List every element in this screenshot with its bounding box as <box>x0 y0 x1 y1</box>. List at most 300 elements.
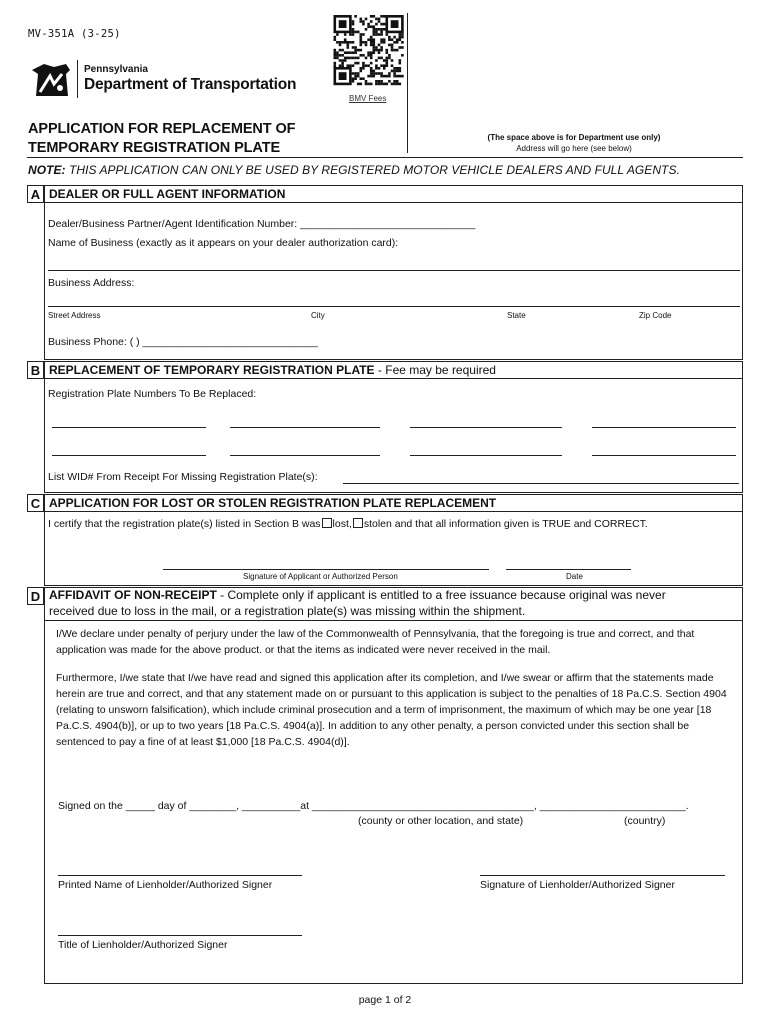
form-id: MV-351A (3-25) <box>28 28 121 40</box>
qr-module <box>354 31 357 34</box>
qr-module <box>388 72 391 75</box>
qr-module <box>339 41 342 44</box>
qr-module <box>354 51 357 54</box>
keystone-logo-icon <box>30 62 72 98</box>
qr-module <box>396 38 399 41</box>
signer-title-label: Title of Lienholder/Authorized Signer <box>58 939 228 951</box>
qr-module <box>383 59 386 62</box>
lost-label: lost, <box>332 518 352 530</box>
qr-module <box>391 46 394 49</box>
qr-module <box>339 44 342 47</box>
qr-module <box>367 51 370 54</box>
section-a-letter: A <box>27 185 44 203</box>
qr-module <box>401 54 404 57</box>
qr-module <box>373 72 376 75</box>
qr-module <box>354 57 357 60</box>
applicant-signature-label: Signature of Applicant or Authorized Person <box>243 572 398 581</box>
qr-module <box>349 64 352 67</box>
qr-module <box>373 49 376 52</box>
qr-module <box>365 64 368 67</box>
qr-module <box>365 80 368 83</box>
qr-module <box>370 83 373 86</box>
qr-module <box>391 49 394 52</box>
qr-module <box>373 46 376 49</box>
qr-module <box>357 62 360 65</box>
qr-module <box>339 64 342 67</box>
section-b-heading <box>44 361 743 379</box>
qr-module <box>380 80 383 83</box>
qr-module <box>352 46 355 49</box>
qr-module <box>399 33 402 36</box>
qr-module <box>391 59 394 62</box>
qr-module <box>360 44 363 47</box>
signed-on-field[interactable]: Signed on the _____ day of ________, __________at ______________________________________, _________________________. <box>58 800 689 812</box>
qr-module <box>354 62 357 65</box>
qr-module <box>378 44 381 47</box>
qr-module <box>380 64 383 67</box>
qr-module <box>383 64 386 67</box>
qr-module <box>352 57 355 60</box>
qr-module <box>378 28 381 31</box>
qr-module <box>352 51 355 54</box>
qr-module <box>393 41 396 44</box>
qr-module <box>370 54 373 57</box>
plate-number-1[interactable] <box>52 427 206 428</box>
qr-module <box>347 46 350 49</box>
qr-module <box>357 72 360 75</box>
qr-module <box>362 54 365 57</box>
qr-module <box>360 54 363 57</box>
qr-module <box>362 64 365 67</box>
qr-module <box>399 62 402 65</box>
qr-module <box>367 54 370 57</box>
qr-module <box>354 15 357 18</box>
qr-module <box>399 70 402 73</box>
qr-module <box>349 51 352 54</box>
qr-module <box>399 36 402 39</box>
wid-label: List WID# From Receipt For Missing Registration Plate(s): <box>48 471 318 483</box>
qr-module <box>386 59 389 62</box>
section-d-heading-rest1: - Complete only if applicant is entitled to a free issuance because original was never <box>216 588 666 602</box>
qr-module <box>367 25 370 28</box>
city-label: City <box>311 311 325 320</box>
qr-module <box>360 67 363 70</box>
qr-module <box>365 57 368 60</box>
printed-name-label: Printed Name of Lienholder/Authorized Signer <box>58 879 273 891</box>
qr-module <box>370 36 373 39</box>
qr-module <box>352 41 355 44</box>
qr-module <box>380 41 383 44</box>
section-c-heading-text: APPLICATION FOR LOST OR STOLEN REGISTRATION PLATE REPLACEMENT <box>49 496 497 510</box>
qr-module <box>344 41 347 44</box>
qr-module <box>386 64 389 67</box>
qr-module <box>383 38 386 41</box>
qr-module <box>352 31 355 34</box>
qr-module <box>380 46 383 49</box>
qr-module <box>378 51 381 54</box>
qr-module <box>373 44 376 47</box>
qr-module <box>373 28 376 31</box>
note-text: THIS APPLICATION CAN ONLY BE USED BY REGISTERED MOTOR VEHICLE DEALERS AND FULL AGENTS. <box>65 163 680 177</box>
section-d-heading <box>44 587 743 621</box>
qr-module <box>380 31 383 34</box>
qr-module <box>373 70 376 73</box>
qr-module <box>334 51 337 54</box>
qr-module <box>373 33 376 36</box>
qr-module <box>360 33 363 36</box>
qr-module <box>396 75 399 78</box>
qr-module <box>391 83 394 86</box>
bmv-fees-label: BMV Fees <box>349 94 387 103</box>
qr-module <box>352 64 355 67</box>
qr-module <box>399 83 402 86</box>
section-c-letter: C <box>27 494 44 512</box>
qr-module <box>370 51 373 54</box>
qr-module <box>393 80 396 83</box>
qr-module <box>378 20 381 23</box>
qr-module <box>393 72 396 75</box>
section-d-letter: D <box>27 587 44 605</box>
plate-number-8[interactable] <box>592 455 736 456</box>
qr-module <box>399 38 402 41</box>
qr-module <box>347 57 350 60</box>
plate-numbers-label: Registration Plate Numbers To Be Replaced: <box>48 388 257 400</box>
business-address-label: Business Address: <box>48 277 135 289</box>
qr-module <box>393 49 396 52</box>
qr-module <box>352 72 355 75</box>
qr-module <box>339 54 342 57</box>
qr-module <box>401 41 404 44</box>
qr-module <box>399 59 402 62</box>
header-rule <box>27 157 743 158</box>
qr-module <box>401 46 404 49</box>
signature-date-line[interactable] <box>506 569 631 570</box>
qr-module <box>362 41 365 44</box>
department-use-note <box>408 132 740 154</box>
qr-module <box>375 59 378 62</box>
qr-module <box>380 33 383 36</box>
section-b-heading-bold: REPLACEMENT OF TEMPORARY REGISTRATION PLATE <box>49 363 375 377</box>
qr-module <box>334 62 337 65</box>
qr-module <box>386 75 389 78</box>
qr-finder <box>339 20 347 28</box>
qr-module <box>393 67 396 70</box>
qr-module <box>354 77 357 80</box>
qr-module <box>352 80 355 83</box>
qr-module <box>378 80 381 83</box>
qr-module <box>367 75 370 78</box>
qr-module <box>373 15 376 18</box>
qr-module <box>362 77 365 80</box>
qr-module <box>360 20 363 23</box>
dealer-note <box>28 163 680 177</box>
qr-module <box>367 83 370 86</box>
qr-module <box>383 83 386 86</box>
qr-module <box>367 38 370 41</box>
qr-module <box>334 64 337 67</box>
qr-module <box>375 46 378 49</box>
qr-module <box>388 44 391 47</box>
qr-module <box>396 83 399 86</box>
qr-module <box>380 57 383 60</box>
qr-module <box>393 70 396 73</box>
qr-module <box>383 67 386 70</box>
qr-module <box>375 80 378 83</box>
signer-title-line[interactable] <box>58 935 302 936</box>
qr-module <box>388 36 391 39</box>
section-d-heading-rest2: received due to loss in the mail, or a registration plate(s) was missing within the shipment. <box>49 603 526 618</box>
section-c-heading <box>44 494 743 512</box>
qr-module <box>360 41 363 44</box>
page-number: page 1 of 2 <box>358 994 412 1006</box>
qr-module <box>388 80 391 83</box>
county-label: (county or other location, and state) <box>358 815 524 827</box>
qr-module <box>401 36 404 39</box>
qr-finder <box>339 72 347 80</box>
qr-module <box>386 51 389 54</box>
applicant-signature-line[interactable] <box>163 569 489 570</box>
qr-module <box>365 83 368 86</box>
plate-number-3[interactable] <box>410 427 562 428</box>
qr-module <box>375 64 378 67</box>
qr-module <box>375 49 378 52</box>
qr-module <box>370 62 373 65</box>
qr-module <box>362 33 365 36</box>
dealer-id-field[interactable]: Dealer/Business Partner/Agent Identification Number: ______________________________ <box>48 218 476 230</box>
qr-module <box>339 49 342 52</box>
qr-module <box>365 28 368 31</box>
qr-module <box>391 38 394 41</box>
section-b-letter: B <box>27 361 44 379</box>
qr-module <box>352 23 355 26</box>
qr-module <box>370 41 373 44</box>
qr-module <box>370 25 373 28</box>
qr-module <box>375 67 378 70</box>
qr-module <box>354 46 357 49</box>
qr-module <box>375 33 378 36</box>
qr-module <box>378 57 381 60</box>
qr-module <box>373 38 376 41</box>
qr-module <box>386 57 389 60</box>
qr-module <box>388 54 391 57</box>
qr-module <box>357 75 360 78</box>
qr-module <box>365 41 368 44</box>
qr-module <box>336 54 339 57</box>
qr-module <box>336 33 339 36</box>
qr-module <box>383 41 386 44</box>
qr-module <box>386 62 389 65</box>
qr-module <box>344 51 347 54</box>
qr-module <box>341 41 344 44</box>
qr-module <box>373 25 376 28</box>
qr-module <box>375 28 378 31</box>
qr-module <box>341 49 344 52</box>
qr-module <box>344 38 347 41</box>
qr-module <box>349 57 352 60</box>
qr-module <box>393 83 396 86</box>
qr-module <box>352 77 355 80</box>
qr-module <box>336 51 339 54</box>
department-use-bold: (The space above is for Department use only) <box>487 133 661 142</box>
stolen-label: stolen and that all information given is TRUE and CORRECT. <box>363 518 648 530</box>
qr-module <box>396 67 399 70</box>
qr-module <box>334 49 337 52</box>
qr-module <box>334 57 337 60</box>
qr-module <box>380 83 383 86</box>
section-a-heading <box>44 185 743 203</box>
qr-module <box>378 33 381 36</box>
qr-module <box>399 46 402 49</box>
qr-module <box>334 36 337 39</box>
dept-name: Department of Transportation <box>84 76 297 93</box>
qr-module <box>375 31 378 34</box>
qr-module <box>352 28 355 31</box>
qr-module <box>344 59 347 62</box>
qr-module <box>357 83 360 86</box>
qr-module <box>380 72 383 75</box>
section-b-heading-rest: - Fee may be required <box>374 363 496 377</box>
qr-module <box>336 41 339 44</box>
qr-module <box>344 33 347 36</box>
form-title-line1: APPLICATION FOR REPLACEMENT OF <box>28 121 296 137</box>
affidavit-declaration: I/We declare under penalty of perjury under the law of the Commonwealth of Pennsylvania, that the foregoing is true and correct, and that application was made for the above product. or that the items as indicated were never received in the mail. <box>56 628 695 656</box>
qr-module <box>370 67 373 70</box>
qr-module <box>380 75 383 78</box>
qr-module <box>357 57 360 60</box>
qr-module <box>370 72 373 75</box>
qr-module <box>378 18 381 21</box>
qr-module <box>380 38 383 41</box>
certify-text: I certify that the registration plate(s) listed in Section B was <box>48 518 321 530</box>
qr-module <box>354 72 357 75</box>
street-address-label: Street Address <box>48 311 101 320</box>
qr-module <box>362 62 365 65</box>
qr-module <box>388 57 391 60</box>
business-name-label: Name of Business (exactly as it appears on your dealer authorization card): <box>48 237 399 249</box>
qr-module <box>380 28 383 31</box>
qr-module <box>344 57 347 60</box>
qr-module <box>354 75 357 78</box>
qr-finder <box>391 20 399 28</box>
qr-module <box>386 83 389 86</box>
qr-module <box>362 20 365 23</box>
qr-module <box>380 23 383 26</box>
qr-module <box>357 31 360 34</box>
qr-module <box>347 41 350 44</box>
printed-name-line[interactable] <box>58 875 302 876</box>
qr-module <box>386 33 389 36</box>
qr-module <box>375 18 378 21</box>
qr-module <box>401 75 404 78</box>
date-label: Date <box>566 572 583 581</box>
qr-module <box>347 44 350 47</box>
stolen-checkbox[interactable] <box>353 518 363 528</box>
business-name-line[interactable] <box>48 270 740 271</box>
qr-module <box>383 23 386 26</box>
qr-module <box>383 75 386 78</box>
form-title <box>28 120 295 158</box>
qr-module <box>370 70 373 73</box>
qr-module <box>373 51 376 54</box>
lienholder-signature-line[interactable] <box>480 875 725 876</box>
plate-number-5[interactable] <box>52 455 206 456</box>
qr-module <box>339 59 342 62</box>
qr-module <box>370 15 373 18</box>
qr-module <box>357 49 360 52</box>
wid-field[interactable] <box>343 483 739 484</box>
qr-module <box>380 49 383 52</box>
qr-module <box>391 44 394 47</box>
qr-module <box>378 83 381 86</box>
qr-module <box>349 33 352 36</box>
qr-module <box>399 75 402 78</box>
state-label: State <box>507 311 526 320</box>
qr-module <box>378 67 381 70</box>
qr-module <box>334 38 337 41</box>
plate-number-4[interactable] <box>592 427 736 428</box>
qr-module <box>393 75 396 78</box>
plate-number-2[interactable] <box>230 427 380 428</box>
qr-module <box>360 38 363 41</box>
country-label: (country) <box>624 815 666 827</box>
section-a-heading-text: DEALER OR FULL AGENT INFORMATION <box>49 187 286 201</box>
qr-module <box>352 33 355 36</box>
qr-module <box>367 23 370 26</box>
qr-module <box>399 67 402 70</box>
logo-divider <box>77 60 78 98</box>
qr-module <box>362 23 365 26</box>
qr-module <box>380 15 383 18</box>
form-title-line2: TEMPORARY REGISTRATION PLATE <box>28 140 281 156</box>
qr-module <box>360 36 363 39</box>
qr-module <box>373 31 376 34</box>
qr-module <box>396 70 399 73</box>
qr-module <box>373 41 376 44</box>
qr-module <box>360 77 363 80</box>
qr-module <box>393 36 396 39</box>
lost-checkbox[interactable] <box>322 518 332 528</box>
qr-module <box>360 70 363 73</box>
qr-module <box>375 72 378 75</box>
qr-module <box>396 49 399 52</box>
qr-module <box>378 49 381 52</box>
qr-code <box>333 13 404 89</box>
qr-module <box>336 57 339 60</box>
qr-module <box>360 18 363 21</box>
business-address-line[interactable] <box>48 306 740 307</box>
qr-module <box>341 62 344 65</box>
plate-number-7[interactable] <box>410 455 562 456</box>
qr-module <box>370 75 373 78</box>
qr-module <box>375 23 378 26</box>
plate-number-6[interactable] <box>230 455 380 456</box>
qr-module <box>378 72 381 75</box>
qr-module <box>370 38 373 41</box>
qr-module <box>347 51 350 54</box>
qr-module <box>362 67 365 70</box>
qr-module <box>354 49 357 52</box>
affidavit-penalties: Furthermore, I/we state that I/we have read and signed this application after its completion, and I/we swear or affirm that the statements made herein are true and correct, and that any statement made on or pursuant to this application is subject to the penalties of 18 Pa.C.S. Section 4904 (relating to unsworn falsification), which include criminal prosecution and a term of imprisonment, the maximum of which may be one year [18 Pa.C.S. 4904(b)], or up to two years [18 Pa.C.S. 4904(a)]. In addition to any other penalty, a person convicted under this section shall be sentenced to pay a fine of at least $1,000 [18 Pa.C.S. 4904(d)]. <box>56 672 727 748</box>
zip-code-label: Zip Code <box>639 311 672 320</box>
qr-module <box>365 44 368 47</box>
business-phone-field[interactable]: Business Phone: ( ) ______________________________ <box>48 336 318 348</box>
qr-module <box>388 75 391 78</box>
qr-module <box>370 57 373 60</box>
qr-module <box>341 64 344 67</box>
qr-module <box>386 49 389 52</box>
qr-module <box>396 80 399 83</box>
dept-state: Pennsylvania <box>84 64 148 75</box>
